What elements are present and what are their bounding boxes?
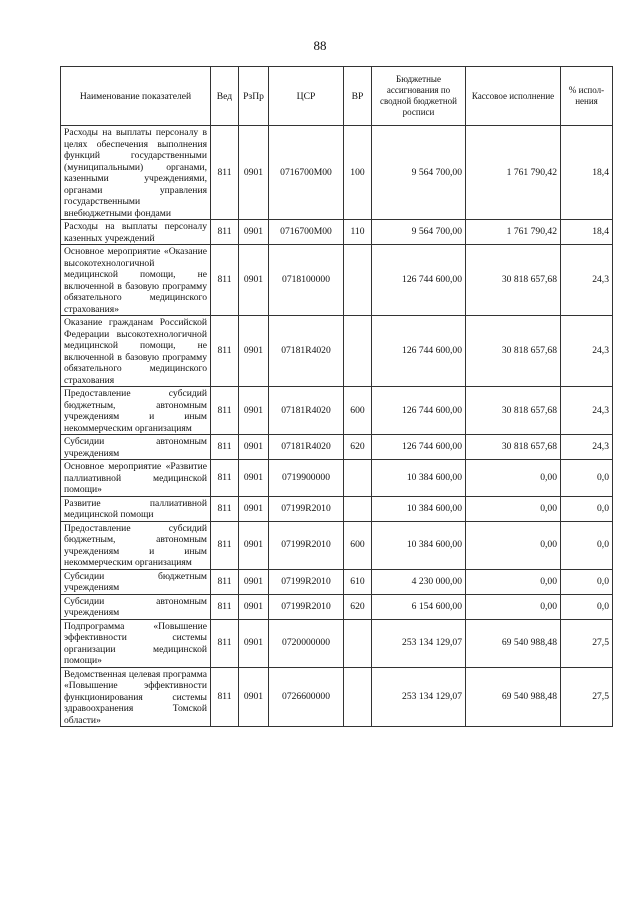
cell-name: Ведомственная целевая программа «Повышение эффективности функционирования системы здравоохранения Томской области»	[61, 667, 211, 727]
header-name: Наименование показателей	[61, 67, 211, 126]
budget-table	[60, 66, 613, 727]
cell-pct: 0,0	[561, 594, 613, 619]
cell-name: Оказание гражданам Российской Федерации высокотехнологичной медицинской помощи, не включенной в базовую программу обязательного медицинского страхования	[61, 316, 211, 387]
cell-name: Субсидии автономным учреждениям	[61, 594, 211, 619]
table-row	[61, 220, 613, 245]
cell-ved: 811	[211, 619, 239, 667]
cell-pct: 0,0	[561, 460, 613, 497]
cell-budget: 253 134 129,07	[372, 667, 466, 727]
cell-vr	[344, 316, 372, 387]
table-row	[61, 594, 613, 619]
cell-cash: 30 818 657,68	[466, 387, 561, 435]
cell-ved: 811	[211, 569, 239, 594]
cell-rzpr: 0901	[239, 220, 269, 245]
header-rzpr: РзПр	[239, 67, 269, 126]
cell-vr: 110	[344, 220, 372, 245]
cell-vr: 610	[344, 569, 372, 594]
cell-rzpr: 0901	[239, 569, 269, 594]
cell-ved: 811	[211, 594, 239, 619]
cell-rzpr: 0901	[239, 594, 269, 619]
table-body	[61, 126, 613, 727]
header-pct: % испол-нения	[561, 67, 613, 126]
cell-name: Предоставление субсидий бюджетным, автономным учреждениям и иным некоммерческим организациям	[61, 387, 211, 435]
cell-ved: 811	[211, 496, 239, 521]
cell-rzpr: 0901	[239, 245, 269, 316]
cell-csr: 07181R4020	[269, 435, 344, 460]
cell-budget: 253 134 129,07	[372, 619, 466, 667]
cell-cash: 0,00	[466, 569, 561, 594]
cell-csr: 07199R2010	[269, 569, 344, 594]
cell-cash: 1 761 790,42	[466, 220, 561, 245]
cell-pct: 0,0	[561, 496, 613, 521]
cell-pct: 24,3	[561, 245, 613, 316]
cell-cash: 0,00	[466, 594, 561, 619]
table-row	[61, 496, 613, 521]
cell-budget: 4 230 000,00	[372, 569, 466, 594]
cell-ved: 811	[211, 387, 239, 435]
cell-vr: 620	[344, 435, 372, 460]
cell-ved: 811	[211, 435, 239, 460]
table-row	[61, 619, 613, 667]
cell-cash: 0,00	[466, 521, 561, 569]
cell-name: Расходы на выплаты персоналу в целях обеспечения выполнения функций государственными (муниципальными) органами, казенными учреждениями, органами управления государственными внебюджетными фондами	[61, 126, 211, 220]
cell-cash: 0,00	[466, 496, 561, 521]
cell-vr	[344, 460, 372, 497]
cell-budget: 126 744 600,00	[372, 316, 466, 387]
cell-vr: 100	[344, 126, 372, 220]
table-row	[61, 460, 613, 497]
cell-vr: 620	[344, 594, 372, 619]
cell-rzpr: 0901	[239, 435, 269, 460]
cell-pct: 24,3	[561, 387, 613, 435]
cell-pct: 24,3	[561, 316, 613, 387]
cell-vr: 600	[344, 387, 372, 435]
cell-vr: 600	[344, 521, 372, 569]
cell-budget: 10 384 600,00	[372, 496, 466, 521]
cell-cash: 1 761 790,42	[466, 126, 561, 220]
header-cash: Кассовое исполнение	[466, 67, 561, 126]
cell-name: Подпрограмма «Повышение эффективности системы организации медицинской помощи»	[61, 619, 211, 667]
cell-pct: 0,0	[561, 569, 613, 594]
cell-vr	[344, 667, 372, 727]
cell-csr: 0719900000	[269, 460, 344, 497]
cell-pct: 18,4	[561, 126, 613, 220]
header-vr: ВР	[344, 67, 372, 126]
table-row	[61, 126, 613, 220]
cell-rzpr: 0901	[239, 496, 269, 521]
cell-rzpr: 0901	[239, 316, 269, 387]
cell-ved: 811	[211, 126, 239, 220]
table-row	[61, 521, 613, 569]
header-ved: Вед	[211, 67, 239, 126]
cell-budget: 9 564 700,00	[372, 220, 466, 245]
cell-csr: 0716700М00	[269, 220, 344, 245]
cell-vr	[344, 619, 372, 667]
cell-name: Субсидии автономным учреждениям	[61, 435, 211, 460]
cell-pct: 24,3	[561, 435, 613, 460]
cell-vr	[344, 496, 372, 521]
cell-ved: 811	[211, 220, 239, 245]
cell-ved: 811	[211, 460, 239, 497]
cell-csr: 07181R4020	[269, 316, 344, 387]
cell-cash: 30 818 657,68	[466, 435, 561, 460]
cell-csr: 07199R2010	[269, 521, 344, 569]
cell-budget: 10 384 600,00	[372, 460, 466, 497]
cell-csr: 0716700М00	[269, 126, 344, 220]
cell-csr: 07199R2010	[269, 594, 344, 619]
cell-csr: 07199R2010	[269, 496, 344, 521]
cell-ved: 811	[211, 521, 239, 569]
cell-ved: 811	[211, 245, 239, 316]
cell-name: Развитие паллиативной медицинской помощи	[61, 496, 211, 521]
table-row	[61, 316, 613, 387]
cell-rzpr: 0901	[239, 619, 269, 667]
cell-name: Основное мероприятие «Оказание высокотехнологичной медицинской помощи, не включенной в базовую программу обязательного медицинского страхования»	[61, 245, 211, 316]
cell-name: Расходы на выплаты персоналу казенных учреждений	[61, 220, 211, 245]
cell-budget: 126 744 600,00	[372, 435, 466, 460]
cell-name: Предоставление субсидий бюджетным, автономным учреждениям и иным некоммерческим организациям	[61, 521, 211, 569]
table-row	[61, 667, 613, 727]
cell-rzpr: 0901	[239, 521, 269, 569]
cell-pct: 18,4	[561, 220, 613, 245]
cell-budget: 126 744 600,00	[372, 245, 466, 316]
cell-pct: 27,5	[561, 667, 613, 727]
cell-rzpr: 0901	[239, 460, 269, 497]
cell-rzpr: 0901	[239, 387, 269, 435]
cell-csr: 07181R4020	[269, 387, 344, 435]
table-row	[61, 569, 613, 594]
cell-csr: 0720000000	[269, 619, 344, 667]
table-row	[61, 245, 613, 316]
table-row	[61, 435, 613, 460]
cell-cash: 69 540 988,48	[466, 619, 561, 667]
table-row	[61, 387, 613, 435]
cell-vr	[344, 245, 372, 316]
cell-ved: 811	[211, 667, 239, 727]
cell-csr: 0726600000	[269, 667, 344, 727]
cell-rzpr: 0901	[239, 667, 269, 727]
cell-budget: 6 154 600,00	[372, 594, 466, 619]
cell-budget: 9 564 700,00	[372, 126, 466, 220]
cell-cash: 30 818 657,68	[466, 245, 561, 316]
cell-pct: 27,5	[561, 619, 613, 667]
cell-csr: 0718100000	[269, 245, 344, 316]
page-number: 88	[313, 38, 327, 53]
cell-pct: 0,0	[561, 521, 613, 569]
table-header-row	[61, 67, 613, 126]
cell-rzpr: 0901	[239, 126, 269, 220]
cell-budget: 126 744 600,00	[372, 387, 466, 435]
cell-name: Основное мероприятие «Развитие паллиативной медицинской помощи»	[61, 460, 211, 497]
cell-cash: 30 818 657,68	[466, 316, 561, 387]
cell-budget: 10 384 600,00	[372, 521, 466, 569]
header-budget: Бюджетные ассигнования по сводной бюджетной росписи	[372, 67, 466, 126]
cell-cash: 0,00	[466, 460, 561, 497]
cell-ved: 811	[211, 316, 239, 387]
cell-cash: 69 540 988,48	[466, 667, 561, 727]
cell-name: Субсидии бюджетным учреждениям	[61, 569, 211, 594]
header-csr: ЦСР	[269, 67, 344, 126]
